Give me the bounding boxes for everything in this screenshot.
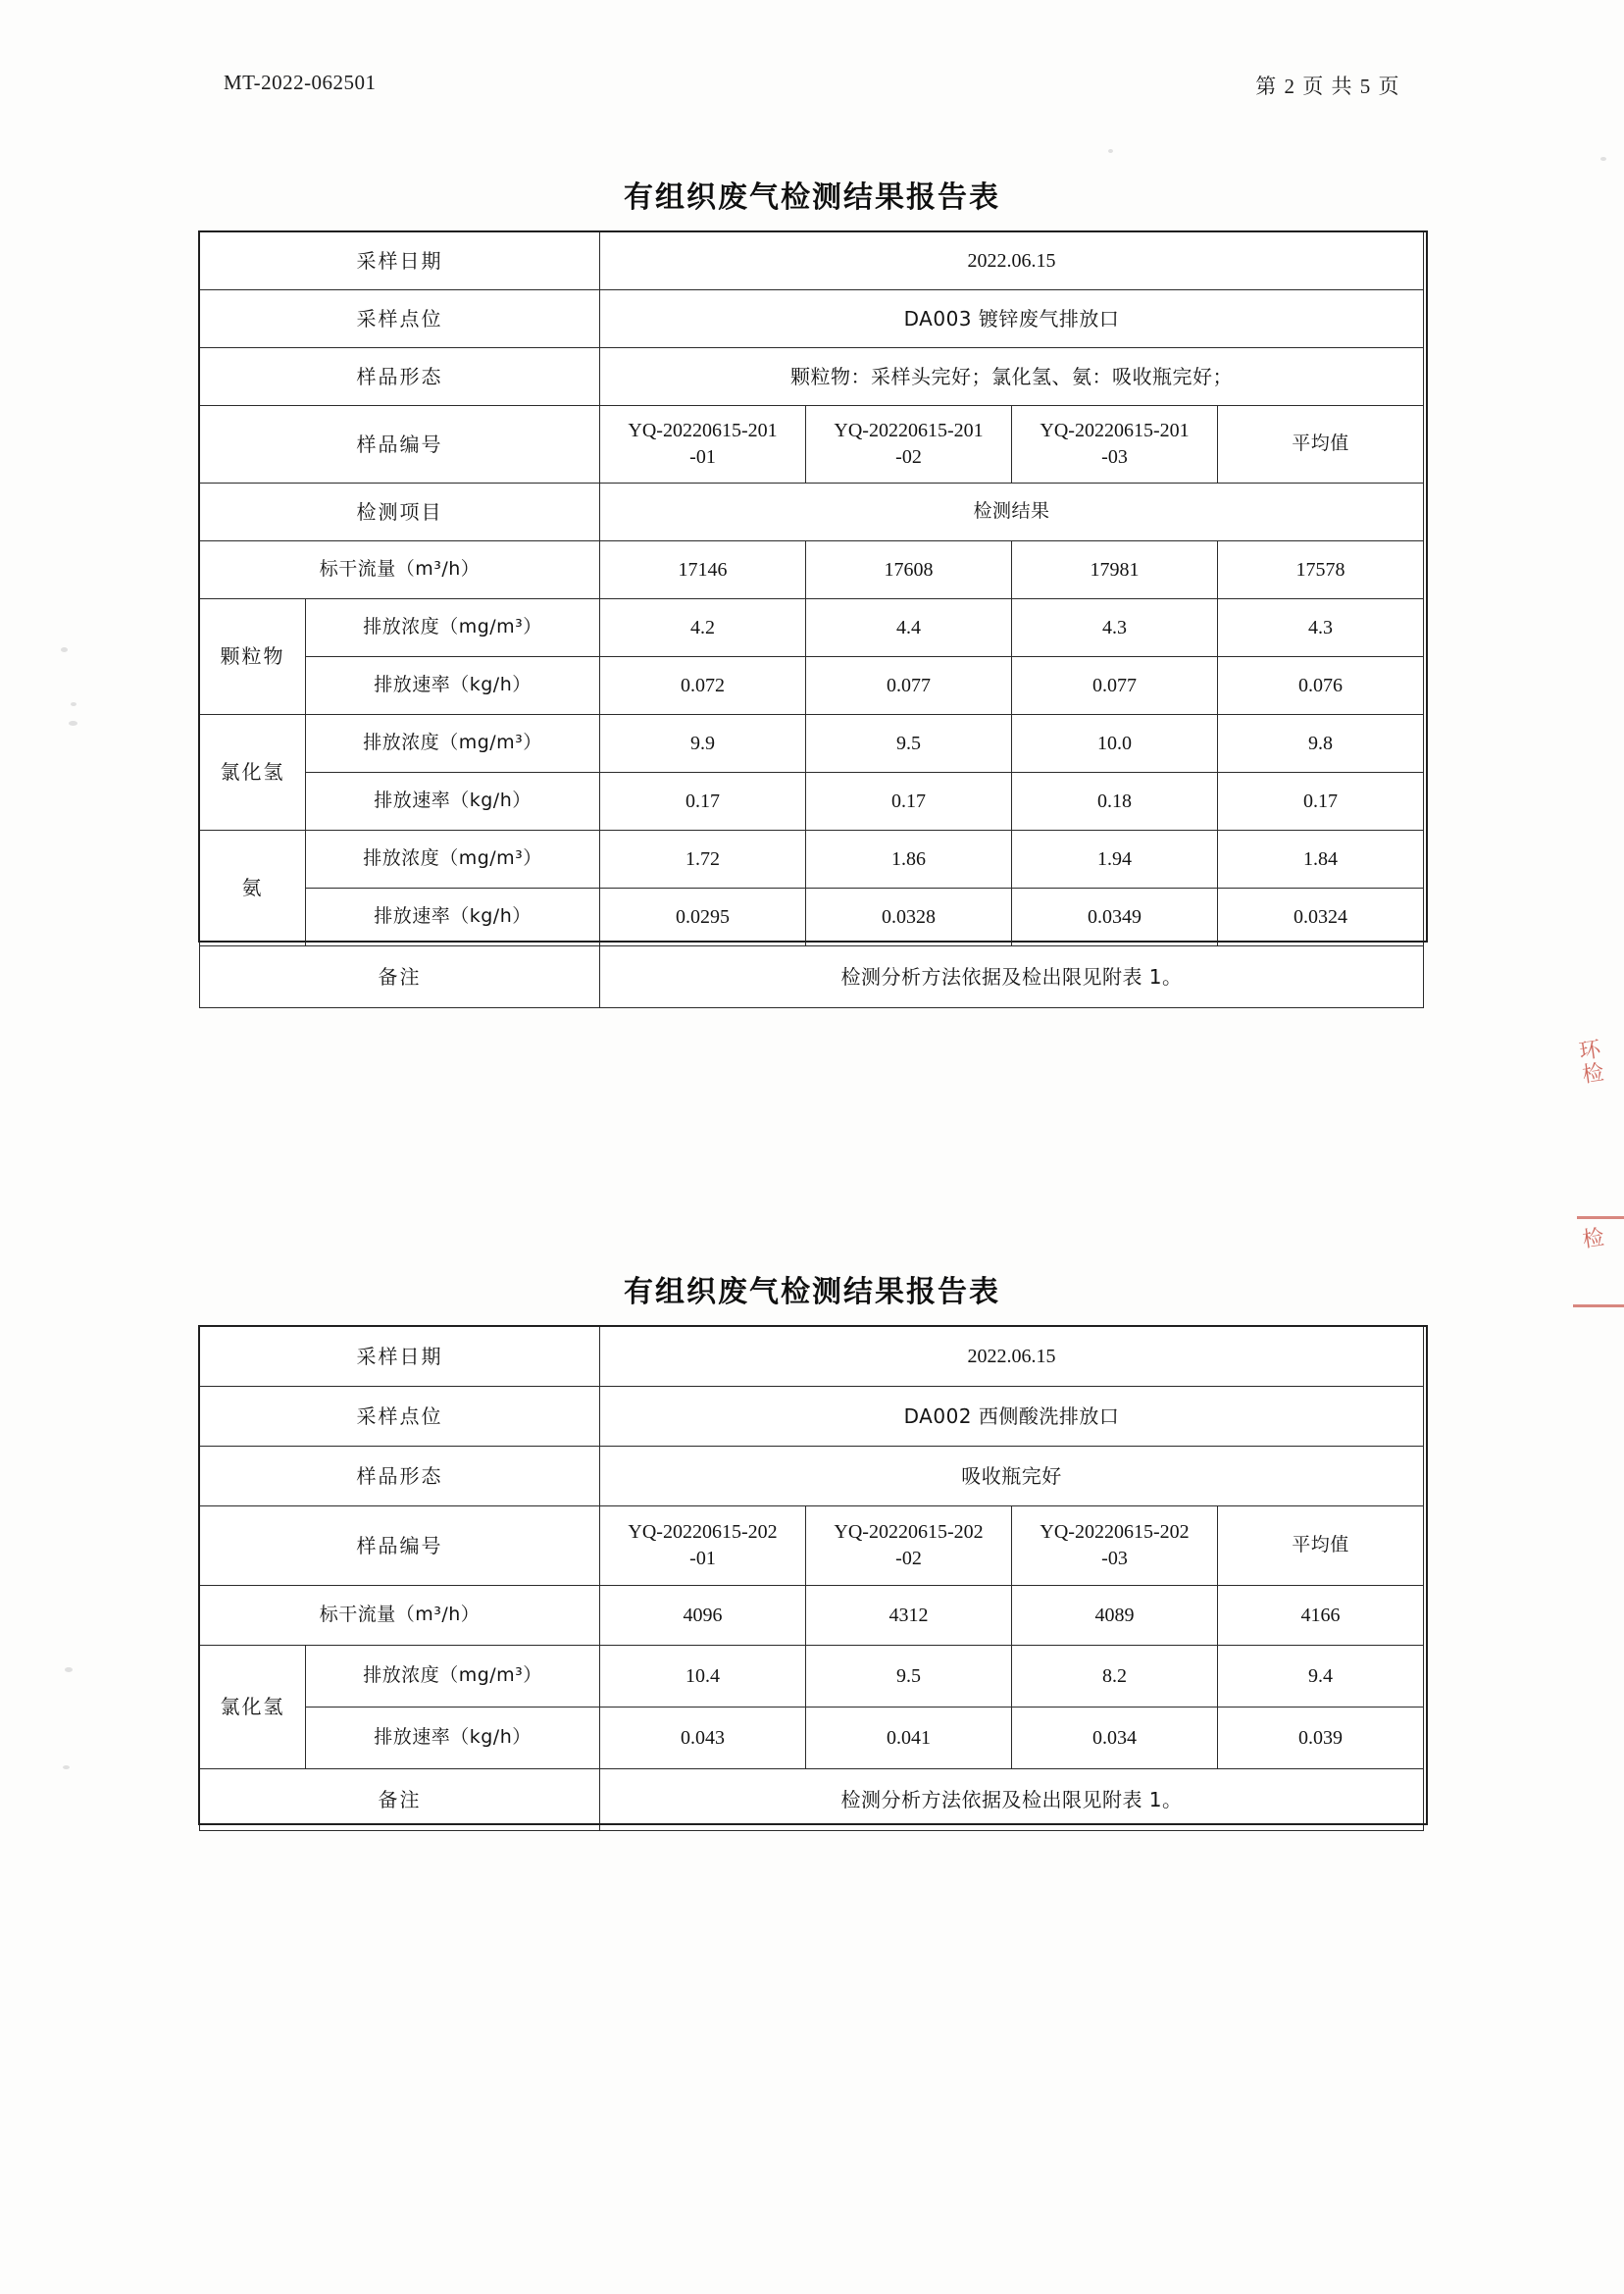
average-label: 平均值 [1218,406,1424,484]
table-row [200,1708,1424,1769]
table-1 [199,231,1423,1008]
scan-speckle [69,721,77,726]
flow-value: 4096 [600,1586,806,1646]
group-name: 氯化氢 [200,1646,306,1769]
sample-form-value: 吸收瓶完好 [600,1447,1424,1506]
flow-value: 4166 [1218,1586,1424,1646]
sample-form-value: 颗粒物：采样头完好；氯化氢、氨：吸收瓶完好； [600,348,1424,406]
sample-date-value: 2022.06.15 [600,1327,1424,1387]
remark-value: 检测分析方法依据及检出限见附表 1。 [600,1769,1424,1831]
metric-value: 4.2 [600,599,806,657]
red-stamp-mark [1578,1039,1606,1089]
metric-value: 0.076 [1218,657,1424,715]
table-row [200,406,1424,484]
remark-label: 备注 [200,1769,600,1831]
remark-label: 备注 [200,946,600,1008]
metric-value: 0.072 [600,657,806,715]
metric-value: 9.4 [1218,1646,1424,1708]
metric-label: 排放速率（kg/h） [306,773,600,831]
metric-value: 0.077 [806,657,1012,715]
metric-value: 0.0328 [806,889,1012,946]
sample-date-label: 采样日期 [200,232,600,290]
sample-no-1: YQ-20220615-201 -01 [600,406,806,484]
group-name: 氨 [200,831,306,946]
page-header [0,71,1624,104]
metric-label: 排放速率（kg/h） [306,657,600,715]
metric-label: 排放浓度（mg/m³） [306,599,600,657]
metric-value: 0.18 [1012,773,1218,831]
metric-value: 4.4 [806,599,1012,657]
metric-value: 0.043 [600,1708,806,1769]
table-2 [199,1326,1423,1831]
metric-value: 9.9 [600,715,806,773]
sample-no-3: YQ-20220615-202 -03 [1012,1506,1218,1586]
metric-value: 0.034 [1012,1708,1218,1769]
flow-value: 17578 [1218,541,1424,599]
table-2-title: 有组织废气检测结果报告表 [624,1275,1000,1309]
stamp-char-3: 检 [1581,1225,1606,1253]
flow-value: 4312 [806,1586,1012,1646]
flow-value: 17981 [1012,541,1218,599]
table-row [200,831,1424,889]
sample-no-1: YQ-20220615-202 -01 [600,1506,806,1586]
metric-value: 10.0 [1012,715,1218,773]
metric-value: 9.5 [806,1646,1012,1708]
metric-value: 0.17 [1218,773,1424,831]
scan-speckle [61,647,68,652]
stamp-char-1: 环 [1577,1037,1602,1065]
item-label: 检测项目 [200,484,600,541]
metric-label: 排放浓度（mg/m³） [306,1646,600,1708]
table-row [200,1769,1424,1831]
sample-date-label: 采样日期 [200,1327,600,1387]
sample-no-2: YQ-20220615-201 -02 [806,406,1012,484]
result-label: 检测结果 [600,484,1424,541]
metric-value: 0.0324 [1218,889,1424,946]
metric-value: 0.0349 [1012,889,1218,946]
sample-date-value: 2022.06.15 [600,232,1424,290]
group-name: 颗粒物 [200,599,306,715]
remark-value: 检测分析方法依据及检出限见附表 1。 [600,946,1424,1008]
metric-label: 排放速率（kg/h） [306,1708,600,1769]
sample-point-value: DA003 镀锌废气排放口 [600,290,1424,348]
table-row [200,1387,1424,1447]
metric-value: 4.3 [1012,599,1218,657]
flow-value: 17608 [806,541,1012,599]
flow-value: 17146 [600,541,806,599]
scan-speckle [1600,157,1606,161]
metric-value: 10.4 [600,1646,806,1708]
scan-speckle [1108,149,1113,153]
table-row [200,484,1424,541]
metric-label: 排放速率（kg/h） [306,889,600,946]
sample-no-label: 样品编号 [200,1506,600,1586]
metric-value: 0.041 [806,1708,1012,1769]
sample-form-label: 样品形态 [200,348,600,406]
table-row [200,657,1424,715]
table-row [200,1327,1424,1387]
metric-value: 0.077 [1012,657,1218,715]
group-name: 氯化氢 [200,715,306,831]
metric-label: 排放浓度（mg/m³） [306,715,600,773]
table-row [200,348,1424,406]
table-row [200,290,1424,348]
sample-no-3: YQ-20220615-201 -03 [1012,406,1218,484]
table-row [200,1586,1424,1646]
flow-label: 标干流量（m³/h） [200,1586,600,1646]
metric-value: 0.17 [806,773,1012,831]
page-number: 第 2 页 共 5 页 [1255,75,1400,98]
table-row [200,946,1424,1008]
sample-form-label: 样品形态 [200,1447,600,1506]
flow-label: 标干流量（m³/h） [200,541,600,599]
stamp-char-2: 检 [1580,1060,1606,1089]
metric-value: 1.84 [1218,831,1424,889]
stamp-line [1573,1304,1624,1307]
metric-value: 9.8 [1218,715,1424,773]
metric-value: 1.86 [806,831,1012,889]
table-row [200,1506,1424,1586]
table-row [200,1447,1424,1506]
document-code: MT-2022-062501 [224,71,377,94]
table-row [200,889,1424,946]
red-stamp-mark-2 [1581,1227,1605,1253]
table-row [200,1646,1424,1708]
average-label: 平均值 [1218,1506,1424,1586]
metric-value: 8.2 [1012,1646,1218,1708]
table-row [200,232,1424,290]
flow-value: 4089 [1012,1586,1218,1646]
metric-value: 4.3 [1218,599,1424,657]
scan-speckle [65,1667,73,1672]
sample-point-label: 采样点位 [200,1387,600,1447]
scan-speckle [71,702,76,706]
table-row [200,599,1424,657]
stamp-line [1577,1216,1624,1219]
sample-no-label: 样品编号 [200,406,600,484]
sample-point-value: DA002 西侧酸洗排放口 [600,1387,1424,1447]
metric-value: 9.5 [806,715,1012,773]
scan-speckle [63,1765,70,1769]
metric-value: 1.72 [600,831,806,889]
sample-no-2: YQ-20220615-202 -02 [806,1506,1012,1586]
table-1-title: 有组织废气检测结果报告表 [624,180,1000,215]
metric-value: 1.94 [1012,831,1218,889]
table-row [200,715,1424,773]
metric-value: 0.039 [1218,1708,1424,1769]
metric-value: 0.17 [600,773,806,831]
table-row [200,773,1424,831]
sample-point-label: 采样点位 [200,290,600,348]
metric-label: 排放浓度（mg/m³） [306,831,600,889]
metric-value: 0.0295 [600,889,806,946]
table-row [200,541,1424,599]
